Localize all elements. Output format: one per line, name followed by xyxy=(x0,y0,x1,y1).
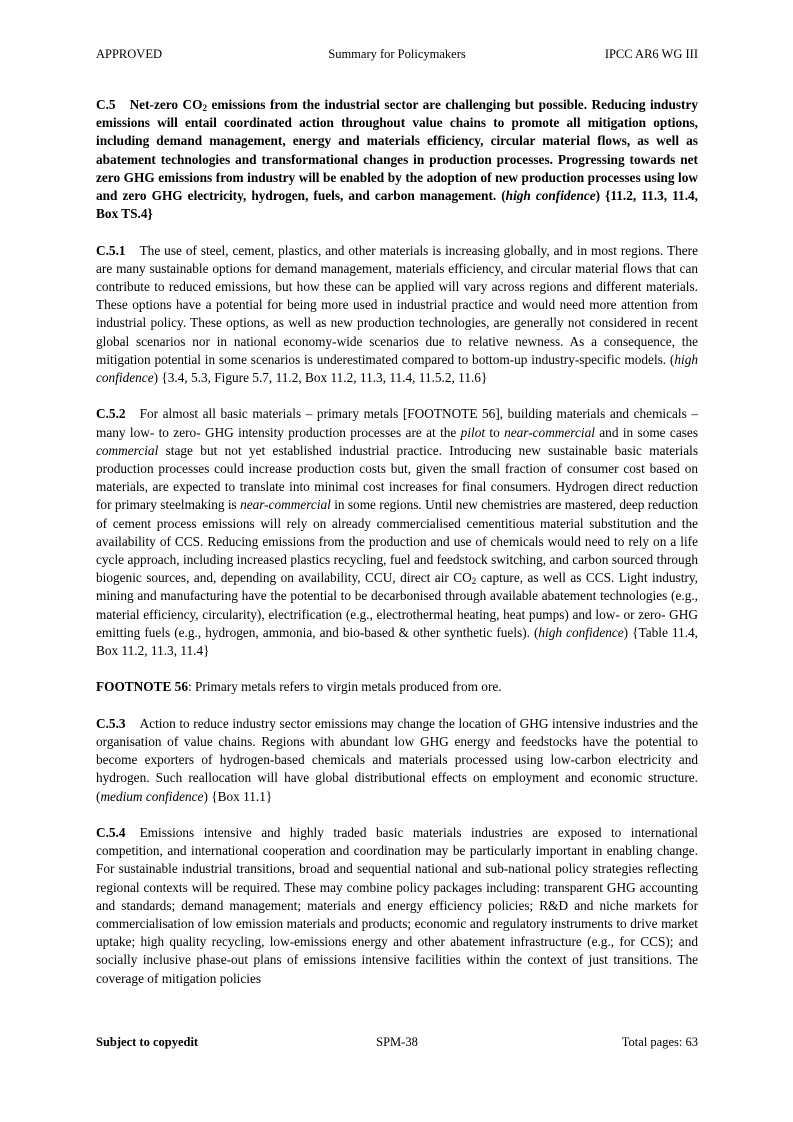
page-header xyxy=(96,47,698,65)
text-run: ) {3.4, 5.3, Figure 5.7, 11.2, Box 11.2, 11.3, 11.4, 11.5.2, 11.6} xyxy=(153,370,488,386)
confidence-label: high confidence xyxy=(505,188,596,204)
text-run: Emissions intensive and highly traded basic materials industries are exposed to international competition, and international cooperation and coordination may be particularly important in enabling change. For sustainable industrial transitions, broad and sequential national and sub-national policy strategies reflecting regional contexts will be required. These may combine policy packages including: transparent GHG accounting and standards; demand management; materials and energy efficiency policies; R&D and niche markets for commercialisation of low emission materials and products; economic and regulatory instruments to drive market uptake; high quality recycling, low-emissions energy and other abatement infrastructure (e.g., for CCS); and socially inclusive phase-out plans of emissions intensive facilities within the context of just transitions. The coverage of mitigation policies xyxy=(96,825,698,986)
text-run: Action to reduce industry sector emissions may change the location of GHG intensive industries and the organisation of value chains. Regions with abundant low GHG energy and feedstocks have the potential to become exporters of hydrogen-based chemicals and materials processed using low-carbon electricity and hydrogen. Such reallocation will have global distributional effects on employment and economic structure. ( xyxy=(96,715,698,804)
confidence-label: high confidence xyxy=(96,351,698,386)
confidence-label: medium confidence xyxy=(100,788,204,804)
text-run: ) {Box 11.1} xyxy=(203,788,273,804)
italic-term: commercial xyxy=(96,442,159,458)
subscript: 2 xyxy=(202,103,208,113)
section-number: C.5.4 xyxy=(96,825,126,841)
italic-term: pilot xyxy=(460,424,486,440)
section-number: C.5.2 xyxy=(96,406,126,422)
section-number: C.5 xyxy=(96,97,116,112)
header-title: Summary for Policymakers xyxy=(328,47,466,61)
header-report: IPCC AR6 WG III xyxy=(604,47,698,61)
section-number: C.5.1 xyxy=(96,242,126,258)
footnote-text: : Primary metals refers to virgin metals produced from ore. xyxy=(187,679,502,695)
paragraph-c5-4 xyxy=(96,824,698,988)
text-run: ) {11.2, 11.3, 11.4, Box TS.4} xyxy=(96,188,698,222)
footnote-56 xyxy=(96,678,698,696)
text-run: For almost all basic materials – primary metals [FOOTNOTE 56], building materials and chemicals – many low- to zero- GHG intensity production processes are at the xyxy=(96,406,698,440)
text-run: Net-zero CO xyxy=(129,97,203,112)
paragraph-c5-1 xyxy=(96,242,698,388)
page-number: SPM-38 xyxy=(376,1035,418,1049)
italic-term: near-commercial xyxy=(240,497,331,513)
confidence-label: high confidence xyxy=(538,624,624,640)
section-c5-headline xyxy=(96,96,698,223)
text-run: emissions from the industrial sector are challenging but possible. Reducing industry emissions will entail coordinated action throughout value chains to promote all mitigation options, including demand management, energy and materials efficiency, circular material flows, as well as abatement technologies and transformational changes in production processes. Progressing towards net zero GHG emissions from industry will be enabled by the adoption of new production processes using low and zero GHG electricity, hydrogen, fuels, and carbon management. ( xyxy=(96,97,698,204)
italic-term: near-commercial xyxy=(504,424,595,440)
text-run: in some regions. Until new chemistries are mastered, deep reduction of cement process emissions will rely on already commercialised cementitious material substitution and the availability of CCS. Reducing emissions from the production and use of chemicals would need to rely on a life cycle approach, including increased plastics recycling, fuel and feedstock switching, and carbon sourced through biogenic sources, and, depending on availability, CCU, direct air CO xyxy=(96,497,699,586)
text-run: stage but not yet established industrial practice. Introducing new sustainable basic materials production processes could increase production costs but, given the small fraction of consumer cost based on materials, are expected to translate into minimal cost increases for final consumers. Hydrogen direct reduction for primary steelmaking is xyxy=(96,442,698,513)
section-number: C.5.3 xyxy=(96,715,126,731)
footnote-label: FOOTNOTE 56 xyxy=(96,679,188,695)
subscript: 2 xyxy=(471,576,477,587)
page-body xyxy=(96,96,698,1006)
paragraph-c5-3 xyxy=(96,715,698,806)
header-status: APPROVED xyxy=(96,47,162,61)
text-run: The use of steel, cement, plastics, and other materials is increasing globally, and in most regions. There are many sustainable options for demand management, materials efficiency, and circular material flows that can contribute to reduced emissions, but how these can be applied will vary across regions and different materials. These options have a potential for being more used in industrial practice and would need more attention from industrial policy. These options, as well as new production technologies, are generally not considered in recent global scenarios nor in national economy-wide scenarios due to relative newness. As a consequence, the mitigation potential in some scenarios is underestimated compared to bottom-up industry-specific models. ( xyxy=(96,242,698,367)
paragraph-c5-2 xyxy=(96,405,698,660)
total-pages: Total pages: 63 xyxy=(621,1035,698,1049)
text-run: capture, as well as CCS. Light industry, mining and manufacturing have the potential to be decarbonised through available abatement technologies (e.g., material efficiency, circularity), electrification (e.g., electrothermal heating, heat pumps) and low- or zero- GHG emitting fuels (e.g., hydrogen, ammonia, and bio-based & other synthetic fuels). ( xyxy=(96,570,698,640)
text-run: to xyxy=(485,424,505,440)
footer-copyedit-note: Subject to copyedit xyxy=(96,1035,199,1049)
text-run: and in some cases xyxy=(594,424,698,440)
text-run: ) {Table 11.4, Box 11.2, 11.3, 11.4} xyxy=(96,624,698,659)
page-footer xyxy=(96,1035,698,1053)
